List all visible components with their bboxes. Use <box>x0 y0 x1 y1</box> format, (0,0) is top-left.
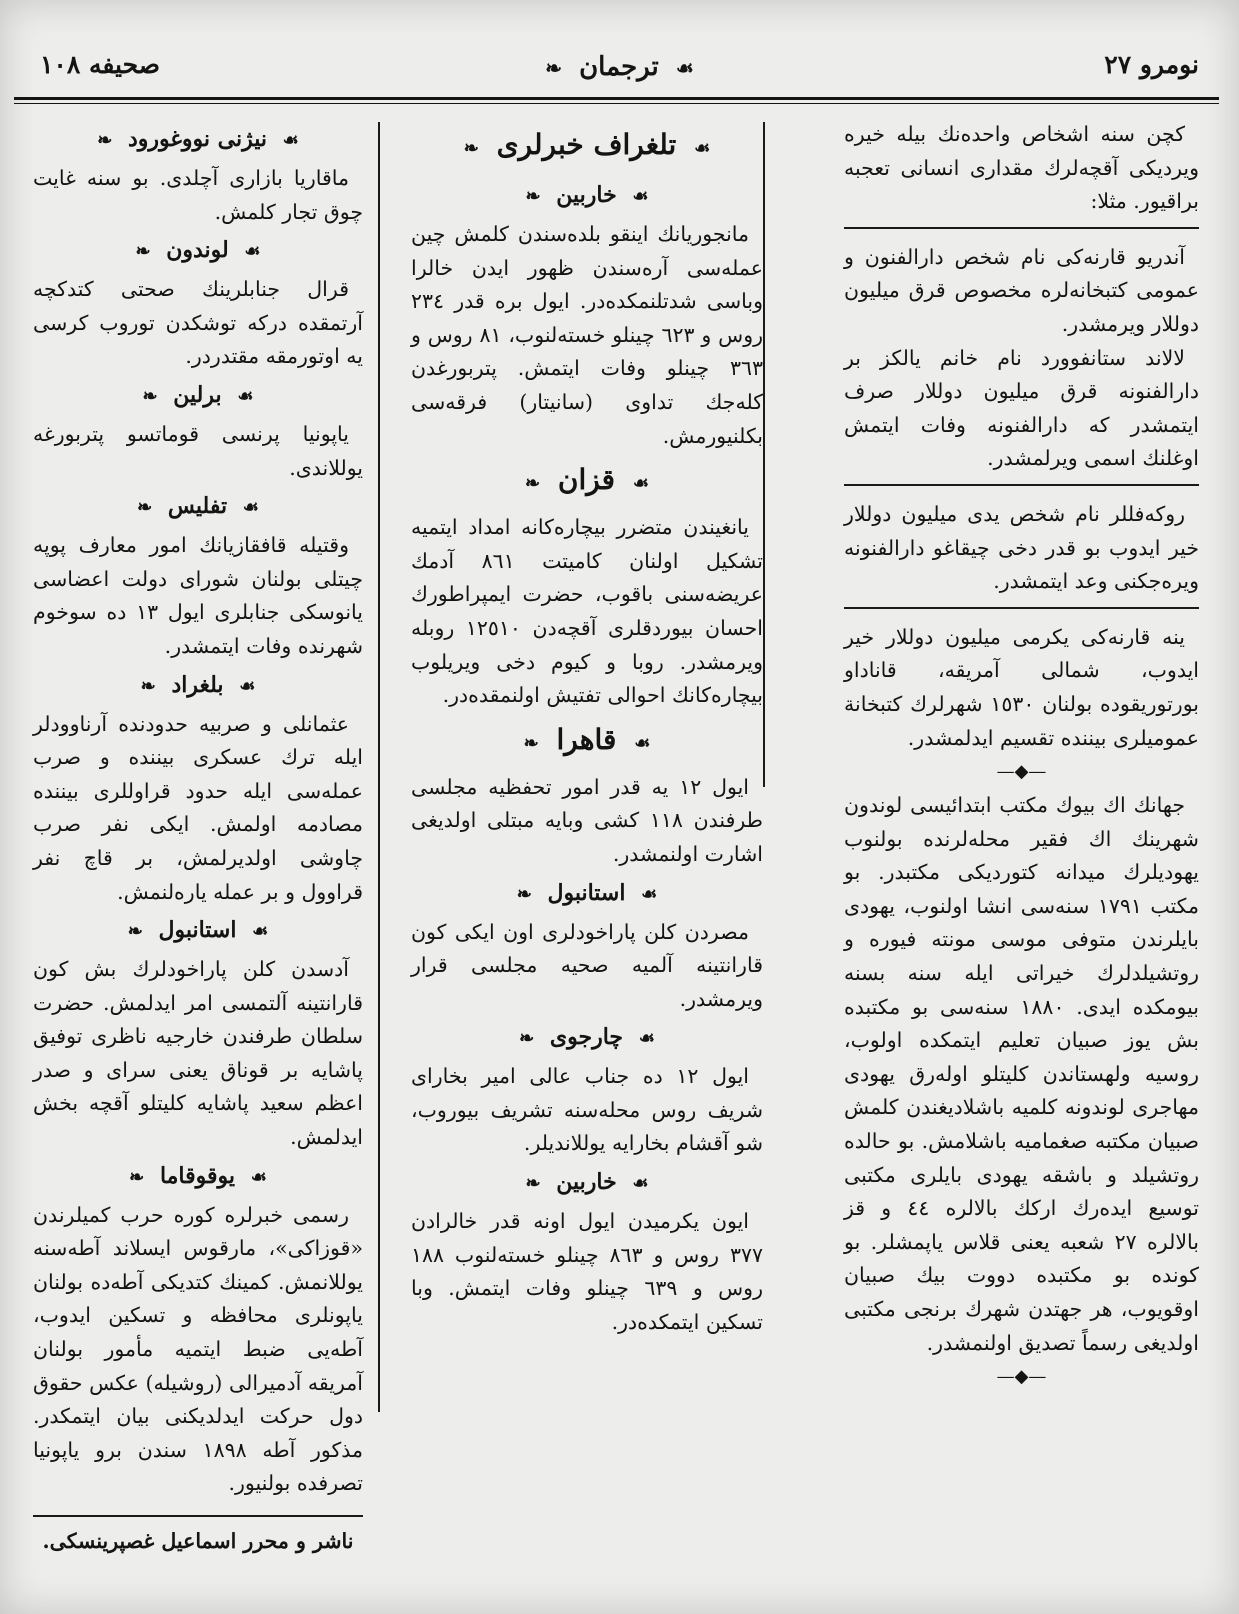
ornament-icon: ❧ <box>129 1166 145 1188</box>
news-text: وقتیله قافقازیانك امور معارف پوپه چیتلی بولنان شورای دولت اعضاسی یانوسکی جنابلری ایول ١٣ ده سوخوم شهرنده وفات ایتمشدر. <box>33 533 363 658</box>
news-heading <box>411 1018 763 1058</box>
ornament-icon: ❧ <box>523 732 539 754</box>
news-heading-text: بلغراد <box>171 671 224 698</box>
ornament-icon: ☙ <box>252 921 269 943</box>
section-main-heading <box>411 120 763 174</box>
ornament-icon: ☙ <box>638 1028 655 1050</box>
paragraph: آندریو قارنەکی نام شخص دارالفنون و عمومی کتبخانەلره مخصوص قرق میلیون دوللار ویرمشدر. <box>844 244 1199 336</box>
ornament-icon: ☙ <box>675 56 694 80</box>
issue-number: نومرو ٢٧ <box>1104 50 1199 79</box>
paragraph: ینه قارنەکی یکرمی میلیون دوللار خیر ایدوب، شمالی آمریقه، قاناداو بورتوریقوده بولنان ١٥٣٠ شهرلرك کتبخانة عمومیلری بیننده تقسیم ایدلمشدر. <box>844 624 1199 750</box>
news-heading <box>33 1157 363 1197</box>
header-rule-thin <box>14 103 1219 104</box>
ornament-icon: ❧ <box>142 385 158 407</box>
footer-rule <box>33 1515 363 1517</box>
right-column <box>844 118 1199 1578</box>
news-text: عثمانلی و صربیه حدودنده آرناوودلر ایله ترك عسکری بیننده و صرب عملەسی ایله حدود قراوللری بیننده مصادمه اولمش. ایکی نفر صرب چاوشی اولدیرلمش، بر قاچ نفر قراوول و بر عمله یارەلنمش. <box>33 711 363 904</box>
news-heading <box>33 120 363 160</box>
ornament-icon: ☙ <box>632 186 649 207</box>
ornament-icon: ❧ <box>135 241 151 263</box>
news-heading-text: قاهرا <box>556 722 617 756</box>
news-text: یاپونیا پرنسی قوماتسو پتربورغه یوللاندی. <box>33 421 363 480</box>
ornament-icon: ☙ <box>634 732 651 754</box>
news-heading <box>33 376 363 416</box>
ornament-icon: ❧ <box>525 186 541 207</box>
ornament-icon: ❧ <box>525 473 541 495</box>
news-heading <box>411 874 763 914</box>
ornament-icon: ❧ <box>97 130 113 151</box>
news-text: قرال جنابلرینك صحتی کتدکچه آرتمقده درکه توشکدن توروب کرسی یه اوتورمقه مقتدردر. <box>33 277 363 369</box>
news-text: یانغیندن متضرر بیچارەکانه امداد ایتمیه تشکیل اولنان کامیتت ٨٦١ آدمك عریضەسنی باقوب، حضرت ایمپراطورك احسان بیوردقلری آقچەدن ١٢٥١٠ روبله ویرمشدر. روبا و کیوم دخی ویریلوب بیچارەکانك احوالی تفتیش اولنمقدەدر. <box>411 515 763 708</box>
ornament-icon: ☙ <box>694 138 711 159</box>
news-heading-text: یوقوقاما <box>159 1162 236 1189</box>
ornament-icon: ❧ <box>140 675 156 697</box>
news-heading-text: خاربین <box>556 182 617 208</box>
ornament-icon: ❧ <box>519 1028 535 1050</box>
news-heading <box>33 666 363 706</box>
news-text: آدسدن کلن پاراخودلرك بش کون قارانتینه آلتمسی امر ایدلمش. حضرت سلطان طرفندن خارجیه ناظری توفیق پاشایه بر قوناق یعنی سرای و صدر اعظم سعید پاشایه کلیتلو آقچه بخش ایدلمش. <box>33 957 363 1150</box>
news-text: مانجوریانك اینقو بلدەسندن کلمش چین عملەسی آرەسندن ظهور ایدن خالرا وباسی شدتلنمکدەدر. ایول بره قدر ٢٣٤ روس و ٦٢٣ چینلو خستەلنوب، ٨١ روس و ٣٦٣ چینلو وفات ایتمش. پتربورغدن کلەجك تداوی (سانیتار) فرقەسی بکلنیورمش. <box>411 222 764 448</box>
diamond-separator-icon: —◆— <box>996 761 1047 783</box>
ornament-icon: ☙ <box>641 883 658 905</box>
column-divider <box>378 122 380 1412</box>
paragraph: روکەفللر نام شخص یدی میلیون دوللار خیر ایدوب بو قدر دخی چیقاغو دارالفنونه ویرەجکنی وعد ایتمشدر. <box>844 501 1199 594</box>
header-rule <box>14 97 1219 100</box>
news-heading <box>33 911 363 951</box>
ornament-icon: ☙ <box>632 473 649 495</box>
ornament-icon: ❧ <box>463 138 479 159</box>
ornament-icon: ❧ <box>137 497 153 519</box>
column-divider <box>763 122 765 787</box>
ornament-icon: ❧ <box>516 883 532 905</box>
news-heading-text: استانبول <box>158 917 237 944</box>
paragraph: لالاند ستانفوورد نام خانم یالکز بر دارالفنونه قرق میلیون دوللار صرف ایتمشدر که دارالفنونه وفات ایتمش اوغلنك اسمی ویرلمشدر. <box>844 345 1199 471</box>
ornament-icon: ☙ <box>237 385 254 407</box>
news-heading <box>411 715 763 769</box>
news-text: رسمی خبرلره کوره حرب کمیلرندن «قوزاکی»، مارقوس ایسلاند آطەسنه یوللانمش. کمینك کتدیکی آطەده بولنان یاپونلری محافظه و تسکین ایدوب، آطەیی ضبط ایتمیه مأمور بولنان آمریقه آدمیرالی (روشیله) عکس حقوق دول حرکت ایدلدیکنی بیان ایتمکدر. مذکور آطه ١٨٩٨ سندن برو یاپونیا تصرفده بولنیور. <box>33 1202 364 1496</box>
news-heading-text: برلین <box>173 381 222 408</box>
paragraph: جهانك اك بیوك مکتب ابتدائیسی لوندون شهرینك اك فقیر محلەلرنده بولنوب یهودیلرك میدانه کتوردیکی مکتبدر. بو مکتب ١٧٩١ سنەسی انشا اولنوب، یهودی بایلرندن متوفی موسی مونته فیوره و روتشیلدلرك خیراتی ایله سنه بسنه بیومکده ایدی. ١٨٨٠ سنەسی بو مکتبده بش یوز صبیان تعلیم ایتمکده اولوب، روسیه ولهستاندن کلیتلو اولەرق یهودی مهاجری لوندونه کلمیه باشلادیغندن کلمش صبیان مکتبه صغمامیه باشلامش. بو حالده روتشیلد و باشقه یهودی بایلری مکتبی توسیع ایدەرك ارکك بالالره ٤٤ و قز بالالره ٢٧ شعبه یعنی قلاس یاپمشلر. بو کونده بو مکتبده دووت بیك صبیان اوقویوب، هر جهتدن شهرك برنجی مکتبی اولدیغی رسماً تصدیق اولنمشدر. <box>844 793 1200 1355</box>
masthead-text: ترجمان <box>579 52 659 82</box>
ornament-icon: ☙ <box>244 241 261 263</box>
news-heading <box>411 1163 763 1203</box>
ornament-icon: ❧ <box>127 921 143 943</box>
news-text: مصردن کلن پاراخودلری اون ایکی کون قارانتینه آلمیه صحیه مجلسی قرار ویرمشدر. <box>411 919 763 1011</box>
ornament-icon: ☙ <box>632 1173 649 1195</box>
news-text: ایول ١٢ ده جناب عالی امیر بخارای شریف روس محلەسنه تشریف بیوروب، شو آقشام بخارایه یوللاندیلر. <box>411 1064 763 1156</box>
news-heading-text: قزان <box>557 463 616 497</box>
separator-line <box>844 607 1199 609</box>
paragraph: کچن سنه اشخاص واحدەنك بیله خیره ویردیکی آقچەلرك مقداری انسانی تعجبه براقیور. مثلا: <box>844 122 1199 214</box>
ornament-icon: ☙ <box>250 1166 267 1188</box>
news-heading <box>33 487 363 527</box>
publisher-footer: ناشر و محرر اسماعیل غصپرینسکی. <box>42 1529 354 1553</box>
news-heading <box>33 231 363 271</box>
separator-line <box>844 227 1199 229</box>
news-text: ماقاریا بازاری آچلدی. بو سنه غایت چوق تجار کلمش. <box>33 166 363 224</box>
news-text: ایون یکرمیدن ایول اونه قدر خالرادن ٣٧٧ روس و ٨٦٣ چینلو خستەلنوب ١٨٨ روس و ٦٣٩ چینلو وفات ایتمش. وبا تسکین ایتمکدەدر. <box>411 1209 763 1334</box>
separator-line <box>844 484 1199 486</box>
news-heading-text: نیژنی نووغورود <box>127 126 267 152</box>
news-text: ایول ١٢ یه قدر امور تحفظیه مجلسی طرفندن ١١٨ کشی وبایه مبتلی اولدیغی اشارت اولنمشدر. <box>411 774 763 866</box>
middle-column <box>411 118 763 1578</box>
main-heading-text: تلغراف خبرلری <box>496 128 677 161</box>
diamond-separator-icon: —◆— <box>996 1366 1047 1388</box>
ornament-icon: ❧ <box>525 1173 541 1195</box>
news-heading-text: لوندون <box>166 237 229 264</box>
news-heading <box>411 176 763 216</box>
news-heading-text: استانبول <box>547 879 626 906</box>
news-heading-text: خاربین <box>556 1169 617 1196</box>
news-heading-text: تفلیس <box>167 493 228 520</box>
news-heading <box>411 455 763 509</box>
left-column <box>33 118 363 1578</box>
ornament-icon: ❧ <box>545 56 562 80</box>
ornament-icon: ☙ <box>242 497 259 519</box>
ornament-icon: ☙ <box>239 675 256 697</box>
masthead-title <box>0 52 1239 82</box>
page-number: صحیفه ١٠٨ <box>40 50 160 79</box>
ornament-icon: ☙ <box>282 130 299 151</box>
news-heading-text: چارجوی <box>549 1024 624 1051</box>
